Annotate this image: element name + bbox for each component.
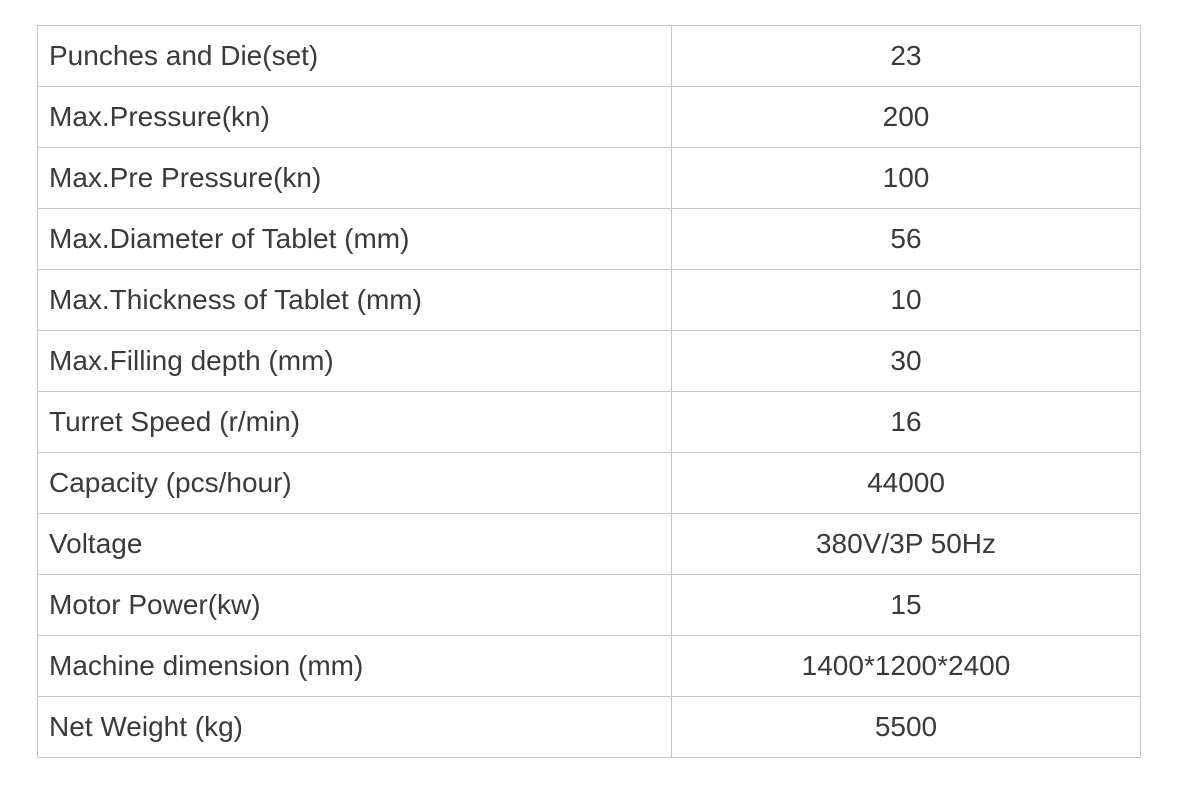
value-cell: 30 bbox=[672, 331, 1141, 392]
table-row bbox=[38, 26, 1141, 87]
table-row bbox=[38, 575, 1141, 636]
table-row bbox=[38, 270, 1141, 331]
value-cell: 16 bbox=[672, 392, 1141, 453]
value-cell: 5500 bbox=[672, 697, 1141, 758]
table-row bbox=[38, 87, 1141, 148]
value-cell: 100 bbox=[672, 148, 1141, 209]
value-cell: 44000 bbox=[672, 453, 1141, 514]
parameter-cell: Max.Pre Pressure(kn) bbox=[38, 148, 672, 209]
table-row bbox=[38, 697, 1141, 758]
parameter-cell: Machine dimension (mm) bbox=[38, 636, 672, 697]
parameter-cell: Max.Thickness of Tablet (mm) bbox=[38, 270, 672, 331]
table-row bbox=[38, 209, 1141, 270]
specification-table-body bbox=[38, 26, 1141, 758]
parameter-cell: Punches and Die(set) bbox=[38, 26, 672, 87]
value-cell: 23 bbox=[672, 26, 1141, 87]
value-cell: 10 bbox=[672, 270, 1141, 331]
table-row bbox=[38, 331, 1141, 392]
parameter-cell: Voltage bbox=[38, 514, 672, 575]
parameter-cell: Motor Power(kw) bbox=[38, 575, 672, 636]
parameter-cell: Max.Filling depth (mm) bbox=[38, 331, 672, 392]
value-cell: 1400*1200*2400 bbox=[672, 636, 1141, 697]
value-cell: 380V/3P 50Hz bbox=[672, 514, 1141, 575]
table-row bbox=[38, 636, 1141, 697]
table-row bbox=[38, 514, 1141, 575]
parameter-cell: Net Weight (kg) bbox=[38, 697, 672, 758]
parameter-cell: Max.Diameter of Tablet (mm) bbox=[38, 209, 672, 270]
parameter-cell: Turret Speed (r/min) bbox=[38, 392, 672, 453]
table-row bbox=[38, 392, 1141, 453]
table-row bbox=[38, 453, 1141, 514]
parameter-cell: Capacity (pcs/hour) bbox=[38, 453, 672, 514]
value-cell: 200 bbox=[672, 87, 1141, 148]
value-cell: 15 bbox=[672, 575, 1141, 636]
value-cell: 56 bbox=[672, 209, 1141, 270]
table-row bbox=[38, 148, 1141, 209]
parameter-cell: Max.Pressure(kn) bbox=[38, 87, 672, 148]
specification-table bbox=[37, 25, 1141, 758]
